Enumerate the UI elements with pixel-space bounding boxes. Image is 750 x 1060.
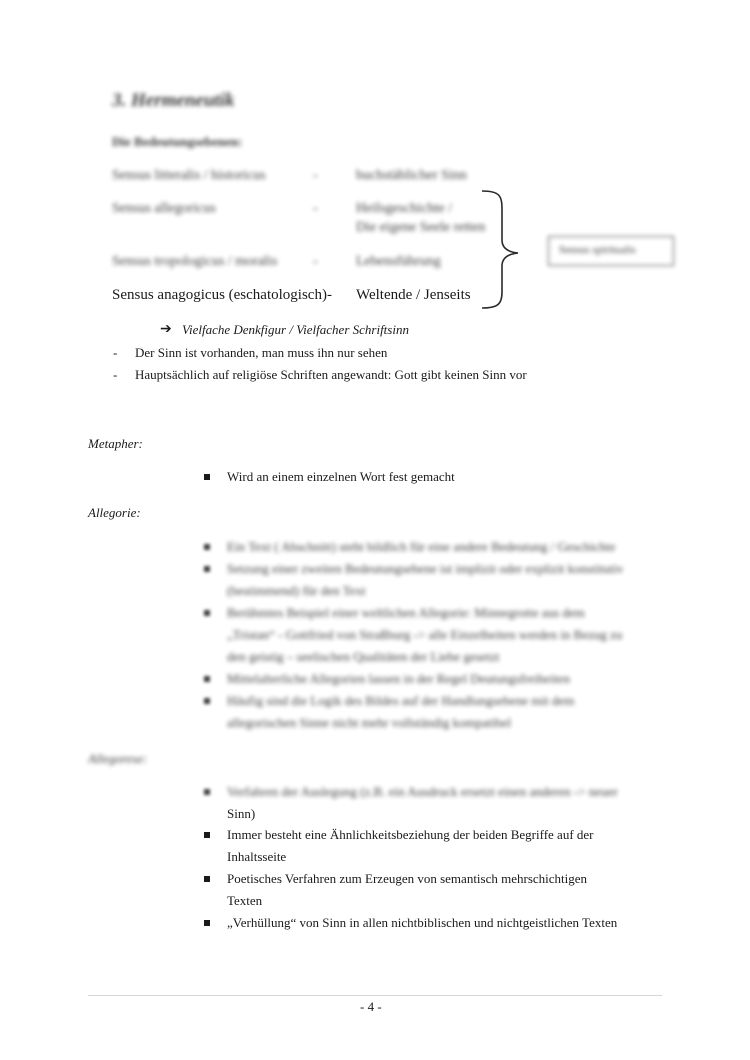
allegory-line-9: allegorischen Sinne nicht mehr vollständig kompatibel (227, 715, 512, 730)
metaphor-label: Metapher: (88, 436, 143, 451)
square-bullet-icon (204, 474, 210, 480)
sense-latin-1: Sensus litteralis / historicus (112, 168, 266, 183)
sense-latin-3: Sensus tropologicus / moralis (112, 254, 278, 269)
square-bullet-icon (204, 920, 210, 926)
allegory-line-4: Berühmtes Beispiel einer weltlichen Allegorie: Minnegrotte aus dem (227, 605, 585, 620)
allegoresis-line-6: Texten (227, 893, 263, 908)
allegory-line-7: Mittelalterliche Allegorien lassen in der Regel Deutungsfreiheiten (227, 671, 570, 686)
allegoresis-line-5: Poetisches Verfahren zum Erzeugen von semantisch mehrschichtigen (227, 871, 588, 886)
dash-item-2: Hauptsächlich auf religiöse Schriften angewandt: Gott gibt keinen Sinn vor (135, 367, 527, 382)
allegoresis-label: Allegorese: (88, 751, 148, 766)
allegoresis-line-3: Immer besteht eine Ähnlichkeitsbeziehung der beiden Begriffe auf der (227, 827, 594, 842)
metaphor-item-1: Wird an einem einzelnen Wort fest gemacht (227, 469, 455, 484)
square-bullet-icon (204, 832, 210, 838)
sense-dash-2: - (313, 201, 318, 216)
sense-dash-1: - (313, 168, 318, 183)
square-bullet-icon (204, 610, 210, 616)
allegory-line-3: (bestimmend) für den Text (227, 583, 366, 598)
sense-latin-2: Sensus allegoricus (112, 201, 216, 216)
sense-german-2: Heilsgeschichte / (356, 201, 453, 216)
allegory-label: Allegorie: (88, 505, 141, 520)
sense-german-1: buchstäblicher Sinn (356, 168, 467, 183)
allegory-line-5: „Tristan“ - Gottfried von Straßburg -> alle Einzelheiten werden in Bezug zu (227, 627, 623, 642)
spiritual-box-label: Sensus spiritualis (559, 244, 636, 256)
sense-german-3: Lebensführung (356, 254, 441, 269)
square-bullet-icon (204, 876, 210, 882)
sense-latin-4: Sensus anagogicus (eschatologisch)- (112, 287, 332, 303)
allegoresis-line-1: Verfahren der Auslegung (z.B. ein Ausdruck ersetzt einen anderen -> neuer (227, 784, 618, 799)
square-bullet-icon (204, 698, 210, 704)
arrow-right-icon: ➔ (160, 322, 172, 337)
sense-german-2b: Die eigene Seele retten (356, 220, 486, 235)
dash-bullet-2: - (113, 367, 118, 382)
page-number: - 4 - (360, 999, 382, 1014)
section-heading: 3. Hermeneutik (112, 90, 235, 111)
square-bullet-icon (204, 789, 210, 795)
allegory-line-6: den geistig – seelischen Qualitäten der Liebe gesetzt (227, 649, 500, 664)
allegoresis-line-7: „Verhüllung“ von Sinn in allen nichtbiblischen und nichtgeistlichen Texten (227, 915, 618, 930)
sense-dash-3: - (313, 254, 318, 269)
dash-item-1: Der Sinn ist vorhanden, man muss ihn nur sehen (135, 345, 388, 360)
square-bullet-icon (204, 544, 210, 550)
dash-bullet-1: - (113, 345, 118, 360)
sense-german-4: Weltende / Jenseits (356, 287, 471, 303)
allegoresis-line-4: Inhaltsseite (227, 849, 287, 864)
footer-divider (88, 995, 662, 996)
allegory-line-8: Häufig sind die Logik des Bildes auf der Handlungsebene mit dem (227, 693, 575, 708)
square-bullet-icon (204, 676, 210, 682)
allegory-line-2: Setzung einer zweiten Bedeutungsebene ist implizit oder explizit konstitutiv (227, 561, 624, 576)
allegory-line-1: Ein Text ( Abschnitt) steht bildlich für eine andere Bedeutung / Geschichte (227, 539, 616, 554)
arrow-note: Vielfache Denkfigur / Vielfacher Schriftsinn (182, 322, 409, 337)
spiritual-box (548, 236, 674, 266)
allegoresis-line-2: Sinn) (227, 806, 256, 821)
subheading: Die Bedeutungsebenen: (112, 134, 243, 149)
square-bullet-icon (204, 566, 210, 572)
curly-brace-icon (478, 188, 528, 313)
